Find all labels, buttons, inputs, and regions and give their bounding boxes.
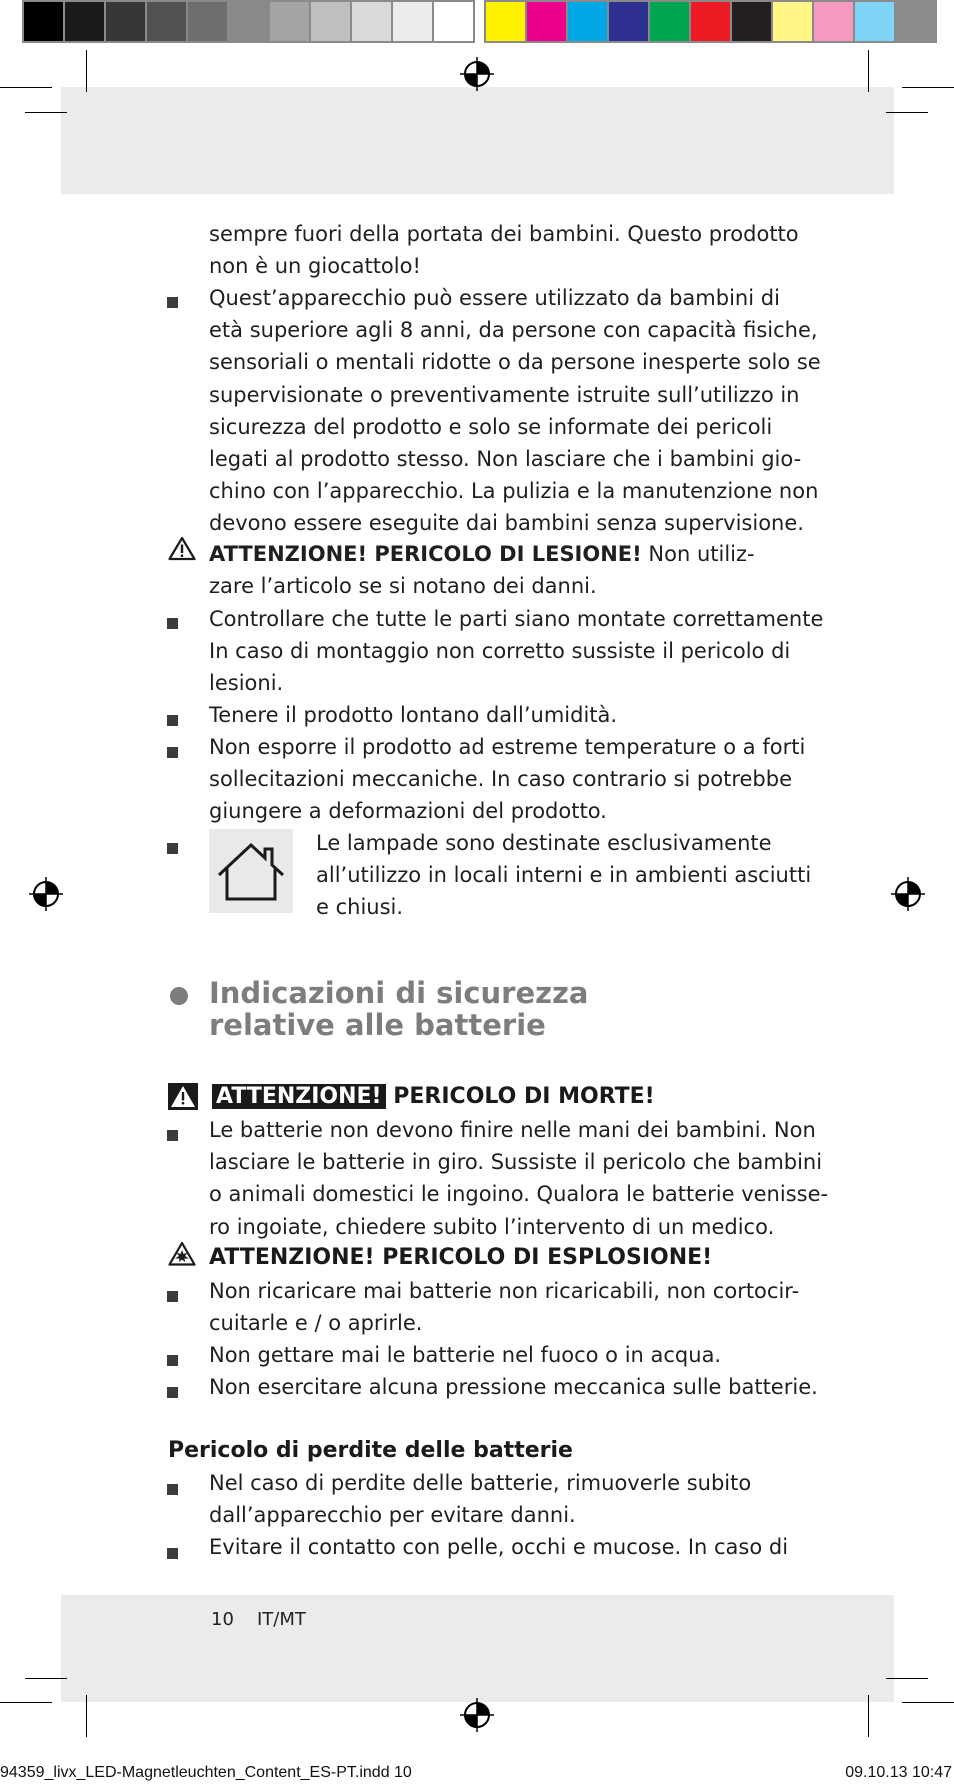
- crop-mark: [868, 1695, 869, 1737]
- color-swatch: [650, 0, 691, 43]
- attention-label: ATTENZIONE!: [212, 1084, 386, 1109]
- crop-mark: [0, 87, 52, 88]
- crop-mark: [0, 1702, 52, 1703]
- crop-mark: [902, 1702, 954, 1703]
- text-line: lesioni.: [209, 671, 284, 696]
- section-bullet: [170, 987, 188, 1005]
- text-line: Le batterie non devono finire nelle mani dei bambini. Non: [209, 1118, 816, 1142]
- registration-mark-icon: [891, 877, 925, 911]
- bullet-square: [167, 1355, 178, 1366]
- color-swatch: [311, 0, 352, 43]
- text-line: Quest’apparecchio può essere utilizzato da bambini di: [209, 286, 780, 310]
- warning-triangle-outline-icon: [168, 536, 196, 561]
- slug-date: 09.10.13 10:47: [845, 1764, 952, 1781]
- text-line: devono essere eseguite dai bambini senza supervisione.: [209, 511, 804, 536]
- cmyk-color-bar: [484, 0, 937, 43]
- bullet-square: [167, 1548, 178, 1559]
- text-line: sensoriali o mentali ridotte o da persone inesperte solo se: [209, 350, 821, 375]
- list-item: [209, 1339, 721, 1371]
- locale-code: IT/MT: [257, 1609, 306, 1630]
- list-item: [209, 1467, 751, 1531]
- list-item: [209, 282, 821, 540]
- warning-death-heading: [208, 1081, 655, 1113]
- bullet-square: [167, 1291, 178, 1302]
- bullet-square: [167, 618, 178, 629]
- text-line: Non ricaricare mai batterie non ricaricabili, non cortocir-: [209, 1279, 800, 1303]
- color-swatch: [773, 0, 814, 43]
- header-band: [61, 87, 894, 194]
- registration-mark-icon: [29, 877, 63, 911]
- bullet-square: [167, 843, 178, 854]
- text-line: non è un giocattolo!: [209, 254, 421, 279]
- crop-mark: [25, 112, 67, 113]
- text-line: sollecitazioni meccaniche. In caso contrario si potrebbe: [209, 767, 793, 792]
- text-line: sempre fuori della portata dei bambini. Questo prodotto: [209, 222, 799, 246]
- text-line: [209, 538, 755, 570]
- color-swatch: [434, 0, 475, 43]
- color-swatch: [855, 0, 896, 43]
- color-swatch: [814, 0, 855, 43]
- bullet-square: [167, 1484, 178, 1495]
- text-line: sicurezza del prodotto e solo se informate dei pericoli: [209, 414, 773, 439]
- list-item: [209, 603, 823, 700]
- color-swatch: [229, 0, 270, 43]
- registration-mark-icon: [460, 57, 494, 91]
- list-item: [209, 731, 805, 828]
- warning-death-text: PERICOLO DI MORTE!: [393, 1084, 655, 1109]
- text-line: Tenere il prodotto lontano dall’umidità.: [209, 703, 618, 727]
- list-item: [209, 1531, 788, 1563]
- color-swatch: [393, 0, 434, 43]
- color-swatch: [352, 0, 393, 43]
- slug-filename: 94359_livx_LED-Magnetleuchten_Content_ES-PT.indd 10: [0, 1764, 412, 1781]
- text-line: Controllare che tutte le parti siano montate correttamente: [209, 607, 824, 631]
- color-swatch: [188, 0, 229, 43]
- section-title-line: relative alle batterie: [209, 1008, 546, 1042]
- color-swatch: [691, 0, 732, 43]
- warning-injury-text: Non utiliz-: [641, 542, 755, 566]
- text-line: Le lampade sono destinate esclusivamente: [316, 831, 772, 855]
- list-item: [209, 1114, 828, 1243]
- warning-explosion-text: ATTENZIONE! PERICOLO DI ESPLOSIONE!: [209, 1245, 713, 1270]
- text-line: zare l’articolo se si notano dei danni.: [209, 574, 597, 599]
- crop-mark: [86, 1695, 87, 1737]
- text-line: Non esercitare alcuna pressione meccanica sulle batterie.: [209, 1375, 818, 1399]
- warning-injury-paragraph: [209, 538, 755, 602]
- grayscale-color-bar: [22, 0, 475, 43]
- list-item: [209, 699, 617, 731]
- text-line: all’utilizzo in locali interni e in ambienti asciutti: [316, 863, 812, 888]
- list-item-indoor-use: [316, 827, 811, 924]
- color-swatch: [568, 0, 609, 43]
- text-line: giungere a deformazioni del prodotto.: [209, 799, 607, 824]
- registration-mark-icon: [460, 1698, 494, 1732]
- color-swatch: [896, 0, 937, 43]
- page-number: 10: [211, 1609, 234, 1630]
- leak-heading: Pericolo di perdite delle batterie: [168, 1438, 573, 1463]
- text-line: chino con l’apparecchio. La pulizia e la manutenzione non: [209, 479, 819, 504]
- crop-mark: [902, 87, 954, 88]
- warning-explosion-heading: [209, 1242, 712, 1274]
- text-line: In caso di montaggio non corretto sussiste il pericolo di: [209, 639, 791, 664]
- crop-mark: [25, 1678, 67, 1679]
- text-line: lasciare le batterie in giro. Sussiste il pericolo che bambini: [209, 1150, 823, 1175]
- color-swatch: [22, 0, 65, 43]
- bullet-square: [167, 747, 178, 758]
- text-line: e chiusi.: [316, 895, 404, 920]
- color-swatch: [527, 0, 568, 43]
- list-item: [209, 1371, 818, 1403]
- list-item: [209, 1275, 799, 1339]
- bullet-square: [167, 297, 178, 308]
- text-line: dall’apparecchio per evitare danni.: [209, 1503, 576, 1528]
- crop-mark: [886, 1678, 928, 1679]
- color-swatch: [106, 0, 147, 43]
- text-line: Non gettare mai le batterie nel fuoco o in acqua.: [209, 1343, 722, 1367]
- text-line: cuitarle e / o aprirle.: [209, 1311, 423, 1336]
- section-title: [209, 977, 588, 1041]
- bullet-square: [167, 1387, 178, 1398]
- bullet-square: [167, 715, 178, 726]
- warning-triangle-filled-icon: [168, 1083, 198, 1110]
- text-line: Evitare il contatto con pelle, occhi e mucose. In caso di: [209, 1535, 789, 1559]
- text-line: ro ingoiate, chiedere subito l’intervento di un medico.: [209, 1214, 775, 1239]
- color-swatch: [147, 0, 188, 43]
- text-line: età superiore agli 8 anni, da persone con capacità fisiche,: [209, 318, 818, 343]
- text-line: Non esporre il prodotto ad estreme temperature o a forti: [209, 735, 806, 759]
- color-swatch: [484, 0, 527, 43]
- crop-mark: [868, 50, 869, 92]
- color-swatch: [270, 0, 311, 43]
- bullet-square: [167, 1130, 178, 1141]
- section-title-line: Indicazioni di sicurezza: [209, 976, 589, 1010]
- text-line: supervisionate o preventivamente istruite sull’utilizzo in: [209, 382, 800, 407]
- crop-mark: [86, 50, 87, 92]
- text-line: legati al prodotto stesso. Non lasciare che i bambini gio-: [209, 447, 802, 472]
- color-swatch: [609, 0, 650, 43]
- house-icon: [209, 829, 293, 913]
- footer-band: [61, 1595, 894, 1702]
- warning-injury-label: ATTENZIONE! PERICOLO DI LESIONE!: [209, 542, 642, 566]
- text-line: o animali domestici le ingoino. Qualora le batterie venisse-: [209, 1182, 829, 1207]
- explosion-warning-icon: [168, 1241, 196, 1267]
- color-swatch: [732, 0, 773, 43]
- crop-mark: [886, 112, 928, 113]
- color-swatch: [65, 0, 106, 43]
- text-line: Nel caso di perdite delle batterie, rimuoverle subito: [209, 1471, 752, 1495]
- continuation-paragraph: [209, 218, 799, 282]
